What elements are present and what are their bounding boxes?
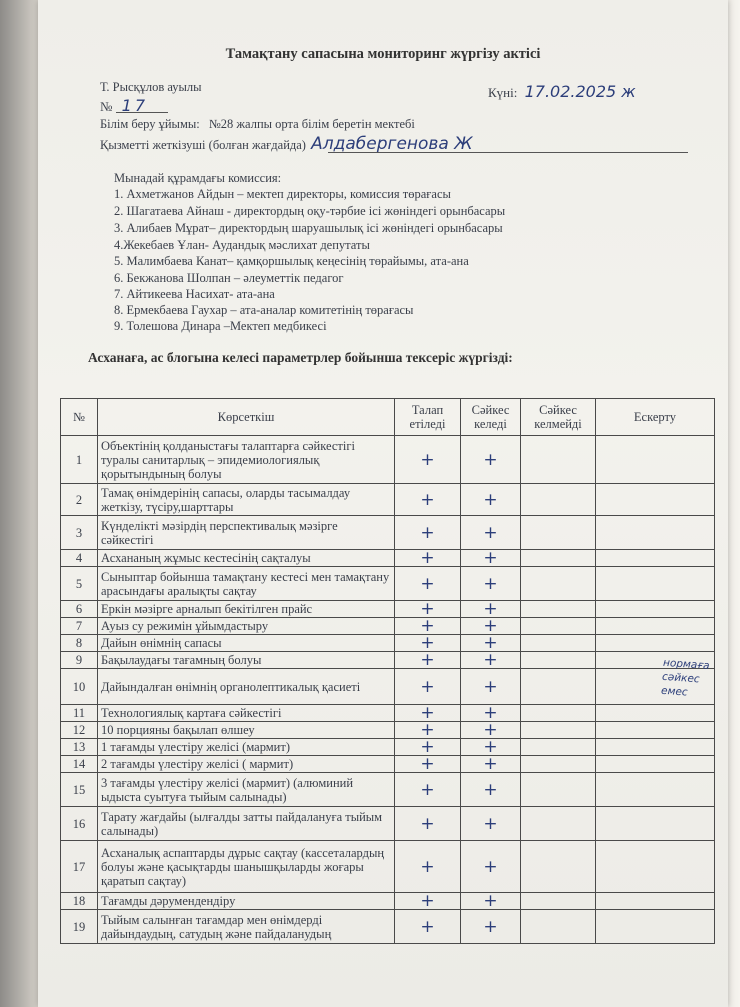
required-mark: + (395, 516, 461, 550)
table-row: 19 Тыйым салынған тағамдар мен өнімдерді дайындаудың, сатудың және пайдаланудың + + (61, 910, 715, 944)
table-row: 14 2 тағамды үлестіру желісі ( мармит) + + (61, 756, 715, 773)
table-row: 1 Объектінің қолданыстағы талаптарға сәйкестігі туралы санитарлық – эпидемиологиялық қорытындының болуы + + (61, 436, 715, 484)
row-indicator: Тамақ өнімдерінің сапасы, оларды тасымалдау жеткізу, түсіру,шарттары (98, 484, 395, 516)
header-not-matches: Сәйкес келмейді (521, 399, 596, 436)
village-name: Т. Рысқұлов ауылы (100, 80, 202, 94)
table-row: 6 Еркін мәзірге арналып бекітілген прайс + + (61, 601, 715, 618)
commission-member: 4.Жекебаев Ұлан- Аудандық мәслихат депутаты (114, 238, 370, 252)
table-row: 13 1 тағамды үлестіру желісі (мармит) + + (61, 739, 715, 756)
required-mark: + (395, 618, 461, 635)
header-indicator: Көрсеткіш (98, 399, 395, 436)
row-indicator: Бақылаудағы тағамның болуы (98, 652, 395, 669)
required-mark: + (395, 484, 461, 516)
provider-label: Қызметті жеткізуші (болған жағдайда) (100, 138, 306, 152)
required-mark: + (395, 756, 461, 773)
matches-mark: + (461, 705, 521, 722)
document-title: Тамақтану сапасына мониторинг жүргізу актісі (225, 46, 541, 62)
table-row: 3 Күнделікті мәзірдің перспективалық мәзірге сәйкестігі + + (61, 516, 715, 550)
header-note: Ескерту (596, 399, 715, 436)
matches-mark: + (461, 618, 521, 635)
required-mark: + (395, 436, 461, 484)
row-indicator: Объектінің қолданыстағы талаптарға сәйкестігі туралы санитарлық – эпидемиологиялық қорытындының болуы (98, 436, 395, 484)
row-indicator: Тыйым салынған тағамдар мен өнімдерді дайындаудың, сатудың және пайдаланудың (98, 910, 395, 944)
row-indicator: Технологиялық картаға сәйкестігі (98, 705, 395, 722)
table-row: 9 Бақылаудағы тағамның болуы + + (61, 652, 715, 669)
required-mark: + (395, 841, 461, 893)
matches-mark: + (461, 635, 521, 652)
row-indicator: Дайын өнімнің сапасы (98, 635, 395, 652)
commission-member: 6. Бекжанова Шолпан – әлеуметтік педагог (114, 271, 344, 285)
matches-mark: + (461, 893, 521, 910)
row-indicator: 10 порцияны бақылап өлшеу (98, 722, 395, 739)
number-label: № (100, 99, 113, 114)
required-mark: + (395, 550, 461, 567)
row-indicator: Тарату жағдайы (ылғалды затты пайдалануға тыйым салынады) (98, 807, 395, 841)
matches-mark: + (461, 722, 521, 739)
matches-mark: + (461, 807, 521, 841)
row-indicator: 1 тағамды үлестіру желісі (мармит) (98, 739, 395, 756)
matches-mark: + (461, 550, 521, 567)
act-date (488, 82, 636, 101)
document-page (38, 0, 728, 1007)
table-row: 8 Дайын өнімнің сапасы + + (61, 635, 715, 652)
row-indicator: 3 тағамды үлестіру желісі (мармит) (алюминий ыдыста суытуға тыйым салынады) (98, 773, 395, 807)
table-row: 4 Асхананың жұмыс кестесінің сақталуы + + (61, 550, 715, 567)
required-mark: + (395, 705, 461, 722)
table-row: 5 Сыныптар бойынша тамақтану кестесі мен тамақтану арасындағы аралықты сақтау + + (61, 567, 715, 601)
provider-value: Алдабергенова Ж (311, 134, 473, 154)
table-row: 12 10 порцияны бақылап өлшеу + + (61, 722, 715, 739)
table-row: 16 Тарату жағдайы (ылғалды затты пайдалануға тыйым салынады) + + (61, 807, 715, 841)
required-mark: + (395, 669, 461, 705)
row-indicator: Еркін мәзірге арналып бекітілген прайс (98, 601, 395, 618)
row-indicator: Асханалық аспаптарды дұрыс сақтау (кассеталардың болуы және қасықтарды шанышқыларды жоғары қаратып сақтау) (98, 841, 395, 893)
matches-mark: + (461, 436, 521, 484)
table-row: 15 3 тағамды үлестіру желісі (мармит) (алюминий ыдыста суытуға тыйым салынады) + + (61, 773, 715, 807)
matches-mark: + (461, 567, 521, 601)
matches-mark: + (461, 910, 521, 944)
handwritten-note: нормаға сәйкес емес (660, 656, 710, 699)
commission-intro: Мынадай құрамдағы комиссия: (114, 171, 282, 185)
table-row: 11 Технологиялық картаға сәйкестігі + + (61, 705, 715, 722)
commission-member: 2. Шагатаева Айнаш - директордың оқу-тәрбие ісі жөніндегі орынбасары (114, 204, 506, 218)
matches-mark: + (461, 516, 521, 550)
date-label: Күні: (488, 85, 518, 100)
provider-line (100, 134, 473, 154)
table-header-row (61, 399, 715, 436)
required-mark: + (395, 807, 461, 841)
matches-mark: + (461, 773, 521, 807)
matches-mark: + (461, 739, 521, 756)
header-matches: Сәйкес келеді (461, 399, 521, 436)
matches-mark: + (461, 841, 521, 893)
row-indicator: 2 тағамды үлестіру желісі ( мармит) (98, 756, 395, 773)
commission-member: 8. Ермекбаева Гаухар – ата-аналар комитетінің төрағасы (114, 303, 414, 317)
matches-mark: + (461, 484, 521, 516)
background-left-edge (0, 0, 40, 1007)
row-indicator: Ауыз су режимін ұйымдастыру (98, 618, 395, 635)
commission-member: 7. Айтикеева Насихат- ата-ана (114, 287, 275, 301)
table-row: 10 Дайындалған өнімнің органолептикалық қасиеті + + (61, 669, 715, 705)
commission-member: 3. Алибаев Мұрат– директордың шаруашылық ісі жөніндегі орынбасары (114, 221, 503, 235)
date-value: 17.02.2025 ж (524, 82, 636, 101)
school-label: Білім беру ұйымы: (100, 117, 200, 131)
check-intro: Асханаға, ас блогына келесі параметрлер бойынша тексеріс жүргізді: (88, 350, 513, 365)
table-row: 7 Ауыз су режимін ұйымдастыру + + (61, 618, 715, 635)
required-mark: + (395, 773, 461, 807)
matches-mark: + (461, 601, 521, 618)
required-mark: + (395, 910, 461, 944)
header-required: Талап етіледі (395, 399, 461, 436)
required-mark: + (395, 601, 461, 618)
required-mark: + (395, 739, 461, 756)
row-indicator: Асхананың жұмыс кестесінің сақталуы (98, 550, 395, 567)
school-value: №28 жалпы орта білім беретін мектебі (208, 117, 415, 131)
commission-member: 5. Малимбаева Канат– қамқоршылық кеңесінің төрайымы, ата-ана (114, 254, 469, 268)
table-row: 2 Тамақ өнімдерінің сапасы, оларды тасымалдау жеткізу, түсіру,шарттары + + (61, 484, 715, 516)
matches-mark: + (461, 669, 521, 705)
required-mark: + (395, 722, 461, 739)
required-mark: + (395, 652, 461, 669)
monitoring-table (60, 398, 715, 944)
matches-mark: + (461, 652, 521, 669)
header-num: № (61, 399, 98, 436)
required-mark: + (395, 893, 461, 910)
row-indicator: Дайындалған өнімнің органолептикалық қасиеті (98, 669, 395, 705)
row-indicator: Сыныптар бойынша тамақтану кестесі мен тамақтану арасындағы аралықты сақтау (98, 567, 395, 601)
table-row: 18 Тағамды дәрумендендіру + + (61, 893, 715, 910)
matches-mark: + (461, 756, 521, 773)
school-line (100, 117, 415, 132)
table-row: 17 Асханалық аспаптарды дұрыс сақтау (кассеталардың болуы және қасықтарды шанышқыларды жоғары қаратып сақтау) + + (61, 841, 715, 893)
row-indicator: Күнделікті мәзірдің перспективалық мәзірге сәйкестігі (98, 516, 395, 550)
commission-member: 1. Ахметжанов Айдын – мектеп директоры, комиссия төрағасы (114, 187, 451, 201)
number-value: 17 (121, 96, 149, 115)
row-indicator: Тағамды дәрумендендіру (98, 893, 395, 910)
commission-member: 9. Толешова Динара –Мектеп медбикесі (114, 319, 327, 333)
required-mark: + (395, 567, 461, 601)
required-mark: + (395, 635, 461, 652)
